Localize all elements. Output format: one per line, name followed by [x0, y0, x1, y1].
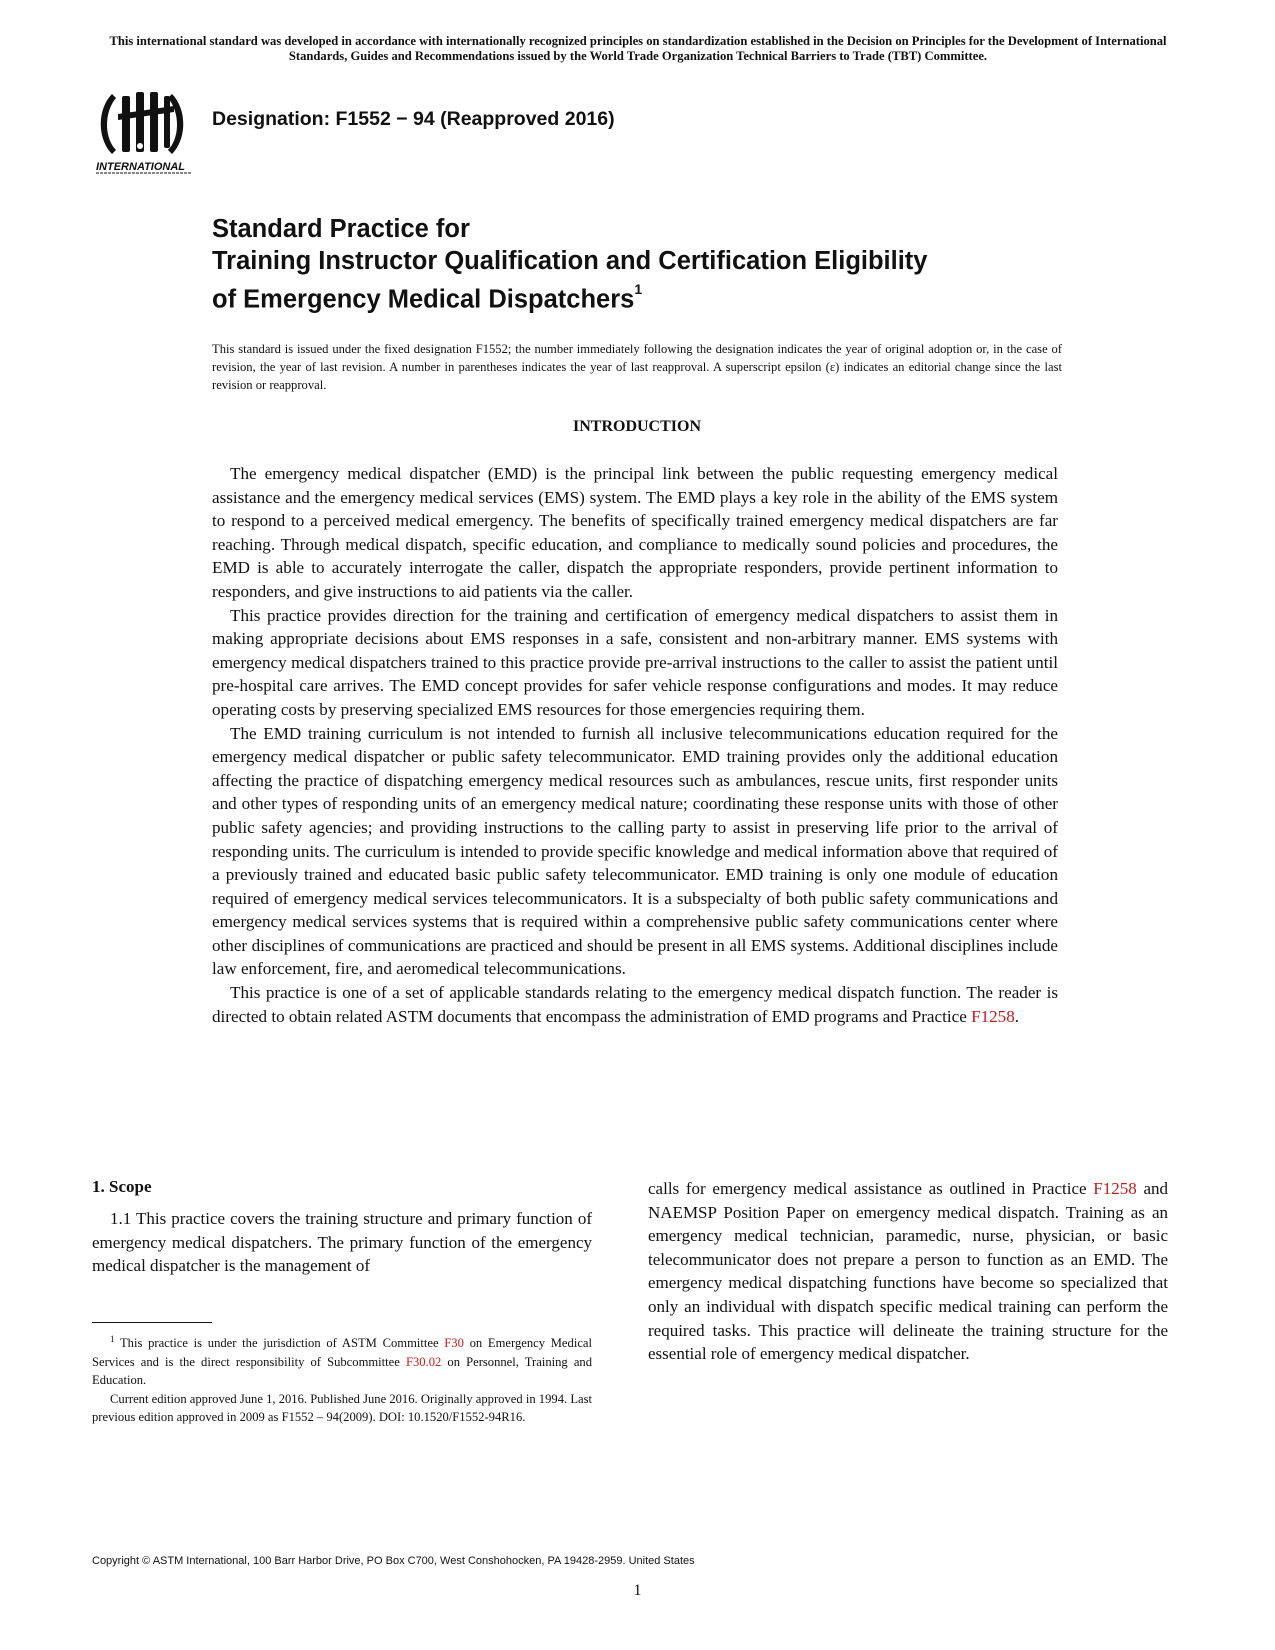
designation: Designation: F1552 − 94 (Reapproved 2016): [212, 108, 615, 130]
introduction-body: [212, 462, 1058, 1028]
introduction-heading: INTRODUCTION: [572, 418, 701, 435]
issue-note: This standard is issued under the fixed designation F1552; the number immediately following the designation indicates the year of original adoption or, in the case of revision, the year of last revision. A number in parentheses indicates the year of last reapproval. A superscript epsilon (ε) indicates an editorial change since the last revision or reapproval.: [212, 342, 1062, 392]
footnote-1-text-a: This practice is under the jurisdiction of ASTM Committee: [114, 1336, 445, 1351]
scope-continued-text-a: calls for emergency medical assistance as outlined in Practice: [648, 1179, 1094, 1198]
title-line-3-text: of Emergency Medical Dispatchers: [212, 285, 635, 314]
footnote-1-text-c: on Personnel, Training and Education.: [92, 1354, 593, 1388]
scope-heading: 1. Scope: [92, 1177, 152, 1196]
footnote-1-text-b: on Emergency Medical Services and is the direct responsibility of Subcommittee: [92, 1336, 592, 1369]
f30-link[interactable]: F30: [444, 1336, 464, 1351]
logo-international-text: INTERNATIONAL: [96, 161, 186, 173]
copyright-footer: Copyright © ASTM International, 100 Barr Harbor Drive, PO Box C700, West Conshohocken, PA 19428-2959. United States: [92, 1555, 695, 1567]
intro-paragraph-3: The EMD training curriculum is not intended to furnish all inclusive telecommunications education required for the emergency medical dispatcher or public safety telecommunicator. EMD training provides only the additional education affecting the practice of dispatching emergency medical resources such as ambulances, rescue units, first responder units and other types of responding units of an emergency medical nature; coordinating these response units with those of other public safety agencies; and providing instructions to the calling party to assist in preserving life prior to the arrival of responding units. The curriculum is intended to provide specific knowledge and medical information above that required of a previously trained and educated basic public safety telecommunicator. EMD training is only one module of education required of emergency medical services telecommunicators. It is a subspecialty of both public safety communications and emergency medical services systems that is required within a comprehensive public safety communications center where other disciplines of communications are practiced and should be present in all EMS systems. Additional disciplines include law enforcement, fire, and aeromedical telecommunications.: [212, 723, 1058, 979]
intro-p4-end: .: [1014, 1006, 1020, 1026]
footnote-divider: [92, 1322, 212, 1323]
page-number: 1: [633, 1582, 642, 1599]
title-line-3: [212, 277, 1112, 316]
f1258-link-scope[interactable]: F1258: [1093, 1179, 1137, 1198]
title-line-2: Training Instructor Qualification and Certification Eligibility: [212, 247, 928, 275]
intro-paragraph-4: [212, 981, 1058, 1028]
intro-paragraph-2: This practice provides direction for the training and certification of emergency medical dispatchers to assist them in making appropriate decisions about EMS responses in a safe, consistent and non-arbitrary manner. EMS systems with emergency medical dispatchers trained to this practice provide pre-arrival instructions to the caller to assist the patient until pre-hospital care arrives. The EMD concept provides for safer vehicle response configurations and modes. It may reduce operating costs by preserving specialized EMS resources for those emergencies requiring them.: [212, 605, 1058, 719]
intro-paragraph-1: The emergency medical dispatcher (EMD) is the principal link between the public requesting emergency medical assistance and the emergency medical services (EMS) system. The EMD plays a key role in the ability of the EMS system to respond to a perceived medical emergency. The benefits of specifically trained emergency medical dispatchers are far reaching. Through medical dispatch, specific education, and compliance to medically sound policies and procedures, the EMD is able to accurately interrogate the caller, dispatch the appropriate responders, provide pertinent information to responders, and give instructions to aid patients via the caller.: [212, 464, 1058, 601]
title-line-1: Standard Practice for: [212, 215, 470, 243]
intro-p4-text: This practice is one of a set of applicable standards relating to the emergency medical dispatch function. The reader is directed to obtain related ASTM documents that encompass the administration of EMD programs and Practice: [212, 983, 1058, 1026]
footnote-mark: 1: [110, 1334, 115, 1344]
scope-continued: [648, 1177, 1168, 1366]
standards-notice: This international standard was developed in accordance with internationally recognized principles on standardization established in the Decision on Principles for the Development of International Standards, Guides and Recommendations issued by the World Trade Organization Technical Barriers to Trade (TBT) Committee.: [109, 34, 1167, 63]
document-title: [212, 213, 1112, 316]
scope-paragraph: 1.1 This practice covers the training structure and primary function of emergency medical dispatchers. The primary function of the emergency medical dispatcher is the management of: [92, 1209, 592, 1276]
astm-logo: [92, 84, 202, 176]
left-column: [92, 1177, 592, 1278]
footnotes: [92, 1330, 592, 1427]
title-footnote-mark[interactable]: 1: [634, 281, 643, 297]
right-column: [648, 1177, 1168, 1366]
footnote-1: [92, 1330, 592, 1390]
f30-02-link[interactable]: F30.02: [405, 1354, 442, 1369]
scope-continued-text-b: and NAEMSP Position Paper on emergency medical dispatch. Training as an emergency medical technician, paramedic, nurse, physician, or basic telecommunicator does not prepare a person to function as an EMD. The emergency medical dispatching functions have become so specialized that only an individual with dispatch specific medical training can perform the required tasks. This practice will delineate the training structure for the essential role of emergency medical dispatcher.: [648, 1179, 1169, 1364]
footnote-2: Current edition approved June 1, 2016. Published June 2016. Originally approved in 1994. Last previous edition approved in 2009 as F1552 – 94(2009). DOI: 10.1520/F1552-94R16.: [92, 1391, 592, 1425]
f1258-link[interactable]: F1258: [971, 1006, 1015, 1026]
